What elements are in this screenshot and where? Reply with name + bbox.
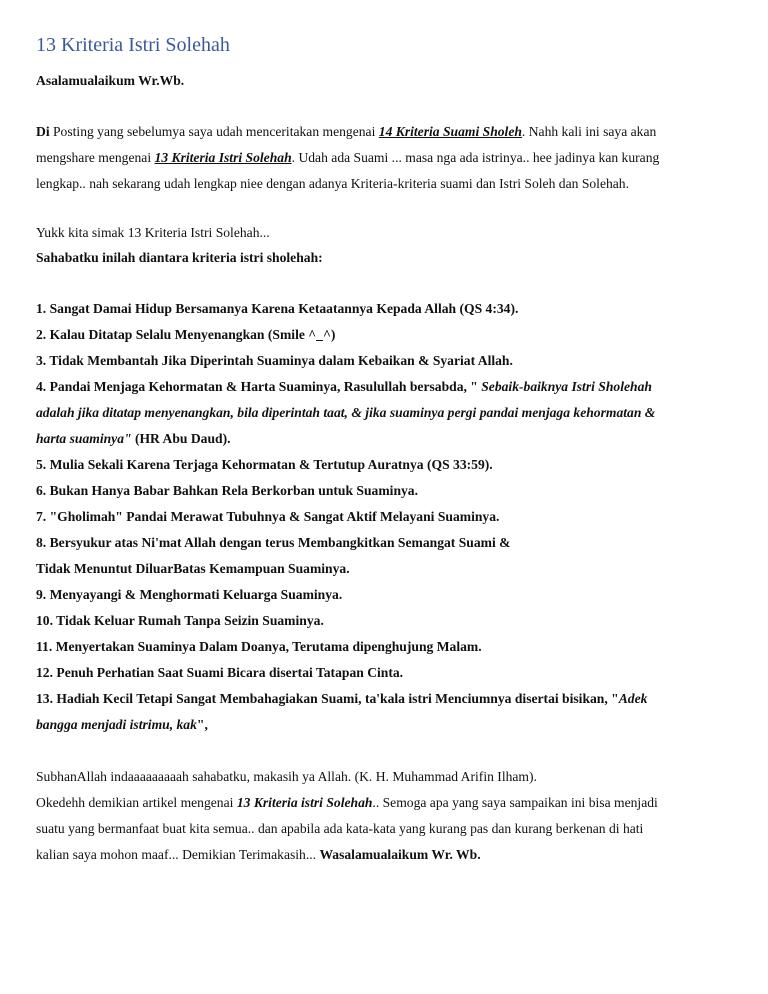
closing-text: Okedehh demikian artikel mengenai — [36, 795, 237, 810]
intro-text: mengshare mengenai — [36, 150, 155, 165]
hadith-source: (HR Abu Daud). — [131, 431, 231, 446]
list-item-9: 9. Menyayangi & Menghormati Keluarga Suaminya. — [36, 587, 343, 602]
intro-bold-di: Di — [36, 124, 50, 139]
whisper-quote-end: bangga menjadi istrimu, kak — [36, 717, 197, 732]
intro-text: Posting yang sebelumya saya udah menceritakan mengenai — [49, 124, 379, 139]
link-14-kriteria-suami[interactable]: 14 Kriteria Suami Sholeh — [378, 124, 522, 139]
whisper-quote: Adek — [618, 691, 648, 706]
closing-text: .. Semoga apa yang saya sampaikan ini bisa menjadi — [372, 795, 658, 810]
list-item-13-cont — [36, 716, 208, 734]
list-item-11: 11. Menyertakan Suaminya Dalam Doanya, Terutama dipenghujung Malam. — [36, 639, 482, 654]
list-item-5: 5. Mulia Sekali Karena Terjaga Kehormatan & Tertutup Auratnya (QS 33:59). — [36, 457, 493, 472]
closing-text: kalian saya mohon maaf... Demikian Terimakasih... — [36, 847, 320, 862]
list-item-10: 10. Tidak Keluar Rumah Tanpa Seizin Suaminya. — [36, 613, 324, 628]
closing-article-title: 13 Kriteria istri Solehah — [236, 795, 373, 810]
hadith-quote-end: harta suaminya" — [36, 431, 132, 446]
list-item-13-text: 13. Hadiah Kecil Tetapi Sangat Membahagiakan Suami, ta'kala istri Menciumnya disertai bisikan, " — [36, 691, 619, 706]
list-item-6: 6. Bukan Hanya Babar Bahkan Rela Berkorban untuk Suaminya. — [36, 483, 419, 498]
list-item-4 — [36, 378, 652, 396]
intro-text: . Nahh kali ini saya akan — [521, 124, 657, 139]
hadith-quote: Sebaik-baiknya Istri Sholehah — [481, 379, 652, 394]
list-item-12: 12. Penuh Perhatian Saat Suami Bicara disertai Tatapan Cinta. — [36, 665, 404, 680]
list-item-3: 3. Tidak Membantah Jika Diperintah Suaminya dalam Kebaikan & Syariat Allah. — [36, 353, 513, 368]
page-title: 13 Kriteria Istri Solehah — [36, 34, 230, 56]
list-item-7: 7. "Gholimah" Pandai Merawat Tubuhnya & Sangat Aktif Melayani Suaminya. — [36, 509, 500, 524]
list-item-2: 2. Kalau Ditatap Selalu Menyenangkan (Smile ^_^) — [36, 327, 336, 342]
list-item-8: 8. Bersyukur atas Ni'mat Allah dengan terus Membangkitkan Semangat Suami & — [36, 535, 511, 550]
intro-line-1 — [36, 123, 656, 141]
hadith-quote-line-3 — [36, 430, 231, 448]
list-item-4-text: 4. Pandai Menjaga Kehormatan & Harta Suaminya, Rasulullah bersabda, " — [36, 379, 482, 394]
list-item-13 — [36, 690, 647, 708]
whisper-quote-close: ", — [196, 717, 208, 732]
greeting: Asalamualaikum Wr.Wb. — [36, 73, 185, 88]
list-item-8-cont: Tidak Menuntut DiluarBatas Kemampuan Suaminya. — [36, 561, 350, 576]
intro-text: . Udah ada Suami ... masa nga ada istrinya.. hee jadinya kan kurang — [291, 150, 660, 165]
closing-line-3: suatu yang bermanfaat buat kita semua.. dan apabila ada kata-kata yang kurang pas dan kurang berkenan di hati — [36, 821, 644, 836]
closing-line-1: SubhanAllah indaaaaaaaaah sahabatku, makasih ya Allah. (K. H. Muhammad Arifin Ilham). — [36, 769, 537, 784]
farewell: Wasalamualaikum Wr. Wb. — [319, 847, 481, 862]
intro-line-3: lengkap.. nah sekarang udah lengkap niee dengan adanya Kriteria-kriteria suami dan Istri Soleh dan Solehah. — [36, 176, 630, 191]
intro-line-2 — [36, 149, 659, 167]
hadith-quote-line-2: adalah jika ditatap menyenangkan, bila diperintah taat, & jika suaminya pergi pandai menjaga kehormatan & — [36, 405, 656, 420]
closing-line-4 — [36, 846, 481, 864]
closing-line-2 — [36, 794, 658, 812]
list-heading: Sahabatku inilah diantara kriteria istri sholehah: — [36, 250, 323, 265]
link-13-kriteria-istri[interactable]: 13 Kriteria Istri Solehah — [154, 150, 292, 165]
invite-text: Yukk kita simak 13 Kriteria Istri Solehah... — [36, 225, 270, 240]
list-item-1: 1. Sangat Damai Hidup Bersamanya Karena Ketaatannya Kepada Allah (QS 4:34). — [36, 301, 519, 316]
